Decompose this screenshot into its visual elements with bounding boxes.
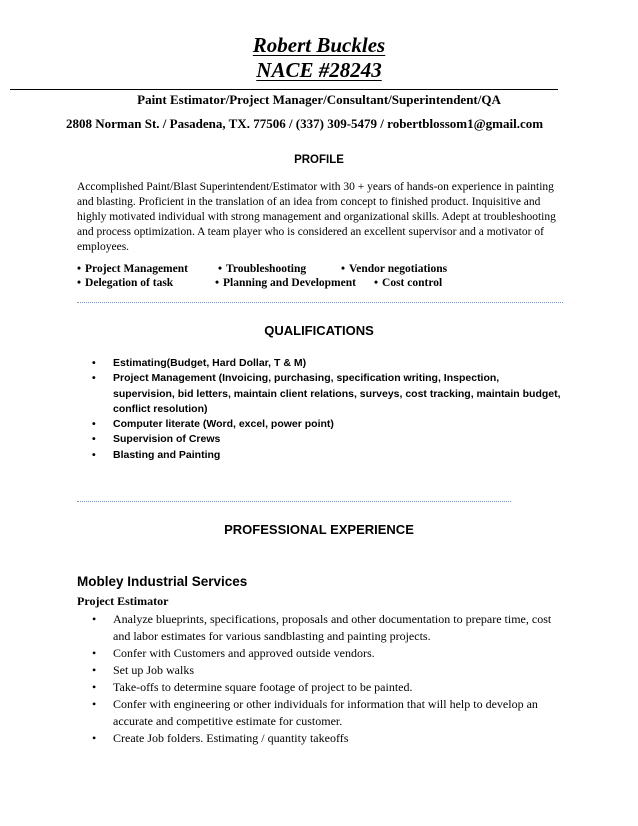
- bullet-icon: •: [77, 263, 82, 275]
- skill-item: • Troubleshooting: [218, 263, 307, 275]
- skill-item: • Delegation of task: [77, 277, 174, 289]
- bullet-icon: •: [77, 277, 82, 289]
- bullet-icon: •: [92, 697, 97, 711]
- bullet-icon: •: [215, 277, 220, 289]
- bullet-icon: •: [92, 612, 97, 626]
- candidate-name: Robert Buckles: [252, 33, 386, 57]
- duties-list: [92, 611, 562, 747]
- job-title: Project Estimator: [77, 594, 169, 608]
- section-divider: [77, 302, 563, 303]
- qualifications-list: [92, 356, 562, 463]
- skill-item: • Cost control: [374, 277, 443, 289]
- resume-header: [0, 33, 638, 83]
- bullet-icon: •: [341, 263, 346, 275]
- list-item: • Computer literate (Word, excel, power point): [92, 417, 562, 432]
- skill-item: • Planning and Development: [215, 277, 356, 289]
- bullet-icon: •: [92, 680, 97, 694]
- bullet-icon: •: [92, 448, 96, 461]
- list-item: • Take-offs to determine square footage of project to be painted.: [92, 680, 413, 694]
- profile-heading: PROFILE: [294, 154, 344, 166]
- qualifications-heading: QUALIFICATIONS: [264, 323, 374, 338]
- list-item: • Create Job folders. Estimating / quantity takeoffs: [92, 731, 349, 745]
- nace-number: NACE #28243: [256, 58, 382, 82]
- bullet-icon: •: [92, 663, 97, 677]
- bullet-icon: •: [218, 263, 223, 275]
- list-item: • Set up Job walks: [92, 663, 194, 677]
- professional-title: Paint Estimator/Project Manager/Consultant/Superintendent/QA: [137, 92, 501, 107]
- bullet-icon: •: [374, 277, 379, 289]
- bullet-icon: •: [92, 357, 96, 369]
- list-item: • Supervision of Crews: [92, 432, 562, 447]
- section-divider: [77, 501, 511, 502]
- list-item: • Analyze blueprints, specifications, proposals and other documentation to prepare time, cost and labor estimates for various sandblasting and painting projects.: [92, 612, 552, 643]
- company-name: Mobley Industrial Services: [77, 574, 248, 589]
- header-divider: [10, 89, 558, 90]
- bullet-icon: •: [92, 418, 96, 431]
- bullet-icon: •: [92, 372, 96, 385]
- contact-info: 2808 Norman St. / Pasadena, TX. 77506 / (337) 309-5479 / robertblossom1@gmail.com: [66, 116, 544, 131]
- experience-heading: PROFESSIONAL EXPERIENCE: [224, 522, 414, 537]
- bullet-icon: •: [92, 731, 97, 745]
- list-item: • Blasting and Painting: [92, 448, 562, 463]
- list-item: • Confer with Customers and approved outside vendors.: [92, 646, 375, 660]
- skill-item: • Project Management: [77, 263, 188, 275]
- list-item: • Estimating(Budget, Hard Dollar, T & M): [92, 356, 562, 371]
- list-item: • Confer with engineering or other individuals for information that will help to develop an accurate and competitive estimate for customer.: [92, 697, 538, 728]
- bullet-icon: •: [92, 433, 96, 446]
- list-item: • Project Management (Invoicing, purchasing, specification writing, Inspection, supervision, bid letters, maintain client relations, surveys, cost tracking, maintain budget, conflict resolution): [92, 372, 561, 415]
- skill-item: • Vendor negotiations: [341, 263, 448, 275]
- bullet-icon: •: [92, 646, 97, 660]
- profile-summary: Accomplished Paint/Blast Superintendent/Estimator with 30 + years of hands-on experience in painting and blasting. Proficient in the translation of an idea from concept to finished product. Inquisitive and highly motivated individual with strong management and organizational skills. Adept at troubleshooting and process optimization. A team player who is considered an excellent supervisor and a motivator of employees.: [77, 181, 556, 253]
